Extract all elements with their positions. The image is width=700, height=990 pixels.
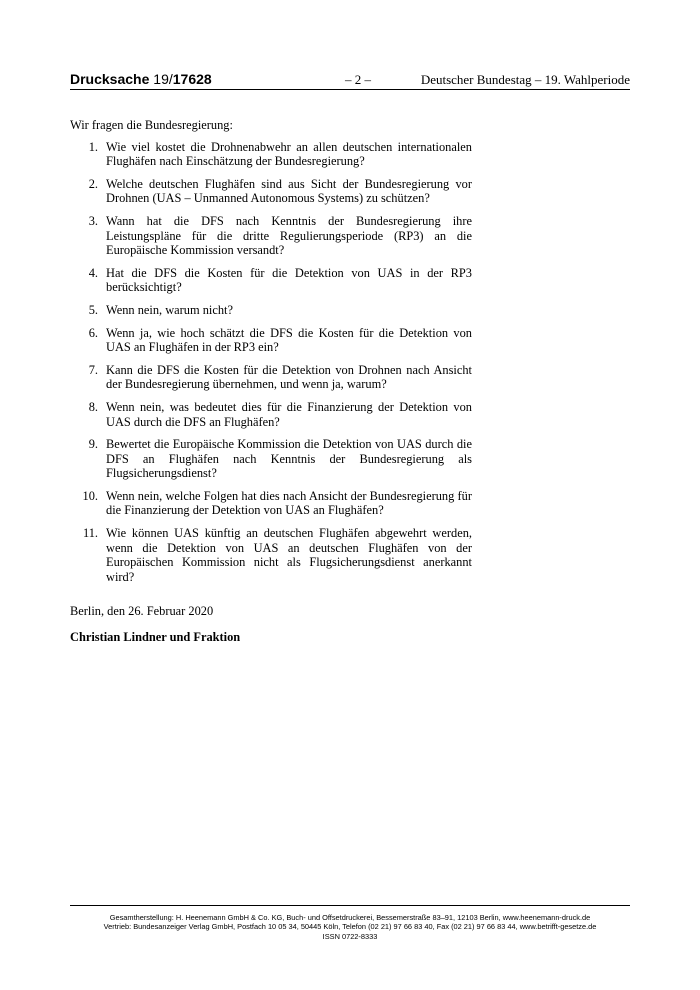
place-and-date: Berlin, den 26. Februar 2020: [70, 604, 214, 619]
question-text: Wann hat die DFS nach Kenntnis der Bundesregierung ihre Leistungspläne für die dritte Regulierungsperiode (RP3) an die Europäische Kommission versandt?: [106, 213, 472, 258]
question-number: 9.: [88, 437, 98, 452]
question-text: Wenn ja, wie hoch schätzt die DFS die Kosten für die Detektion von UAS an Flughäfen in der RP3 ein?: [106, 325, 472, 355]
footer-divider: [70, 905, 630, 906]
question-number: 5.: [88, 302, 98, 317]
question-text: Wie viel kostet die Drohnenabwehr an allen deutschen internationalen Flughäfen nach Einschätzung der Bundesregierung?: [106, 139, 472, 169]
question-item: [70, 177, 472, 206]
question-item: [70, 489, 472, 518]
question-number: 3.: [88, 213, 98, 228]
question-item: [70, 214, 472, 258]
question-text: Wie können UAS künftig an deutschen Flughäfen abgewehrt werden, wenn die Detektion von UAS an deutschen Flughäfen von der Europäischen Kommission nicht als Flugsicherungsdienst anerkannt wird?: [106, 526, 472, 584]
document-number-prefix: 19/: [153, 71, 173, 87]
page-number: – 2 –: [345, 72, 371, 87]
question-item: [70, 400, 472, 429]
question-number: 10.: [82, 488, 98, 503]
question-item: [70, 303, 472, 318]
question-text: Kann die DFS die Kosten für die Detektion von Drohnen nach Ansicht der Bundesregierung übernehmen, und wenn ja, warum?: [106, 362, 472, 392]
question-number: 11.: [82, 526, 98, 541]
question-item: [70, 363, 472, 392]
question-item: [70, 526, 472, 584]
question-item: [70, 437, 472, 481]
document-body: [70, 118, 472, 645]
footer-printer-line: Gesamtherstellung: H. Heenemann GmbH & Co. KG, Buch- und Offsetdruckerei, Bessemerstraße 83–91, 12103 Berlin, www.heenemann-druck.de: [109, 913, 591, 922]
question-number: 1.: [88, 139, 98, 154]
question-text: Hat die DFS die Kosten für die Detektion von UAS in der RP3 berücksichtigt?: [106, 265, 472, 295]
document-label: Drucksache: [70, 71, 150, 87]
question-list: [70, 140, 472, 585]
question-text: Wenn nein, welche Folgen hat dies nach Ansicht der Bundesregierung für die Finanzierung der Detektion von UAS an Flughäfen?: [106, 488, 472, 518]
footer-issn: ISSN 0722-8333: [322, 931, 378, 941]
question-number: 2.: [88, 176, 98, 191]
question-number: 4.: [88, 265, 98, 280]
question-item: [70, 140, 472, 169]
question-text: Bewertet die Europäische Kommission die Detektion von UAS durch die DFS an Flughäfen nach Kenntnis der Bundesregierung als Flugsicherungsdienst?: [106, 437, 472, 481]
question-number: 7.: [88, 362, 98, 377]
intro-text: Wir fragen die Bundesregierung:: [70, 118, 233, 132]
signature: Christian Lindner und Fraktion: [70, 630, 241, 645]
question-number: 8.: [88, 399, 98, 414]
question-item: [70, 326, 472, 355]
document-number-value: 17628: [172, 71, 212, 87]
institution-label: Deutscher Bundestag – 19. Wahlperiode: [420, 72, 630, 87]
question-text: Welche deutschen Flughäfen sind aus Sicht der Bundesregierung vor Drohnen (UAS – Unmanned Autonomous Systems) zu schützen?: [106, 176, 472, 206]
question-text: Wenn nein, warum nicht?: [106, 302, 233, 317]
page-footer: [70, 913, 630, 941]
question-text: Wenn nein, was bedeutet dies für die Finanzierung der Detektion von UAS durch die DFS an Flughäfen?: [106, 399, 472, 429]
question-item: [70, 266, 472, 295]
footer-distribution-line: Vertrieb: Bundesanzeiger Verlag GmbH, Postfach 10 05 34, 50445 Köln, Telefon (02 21) 97 66 83 40, Fax (02 21) 97 66 83 44, www.betrifft-gesetze.de: [103, 922, 597, 932]
page-header: [70, 71, 630, 90]
question-number: 6.: [88, 325, 98, 340]
